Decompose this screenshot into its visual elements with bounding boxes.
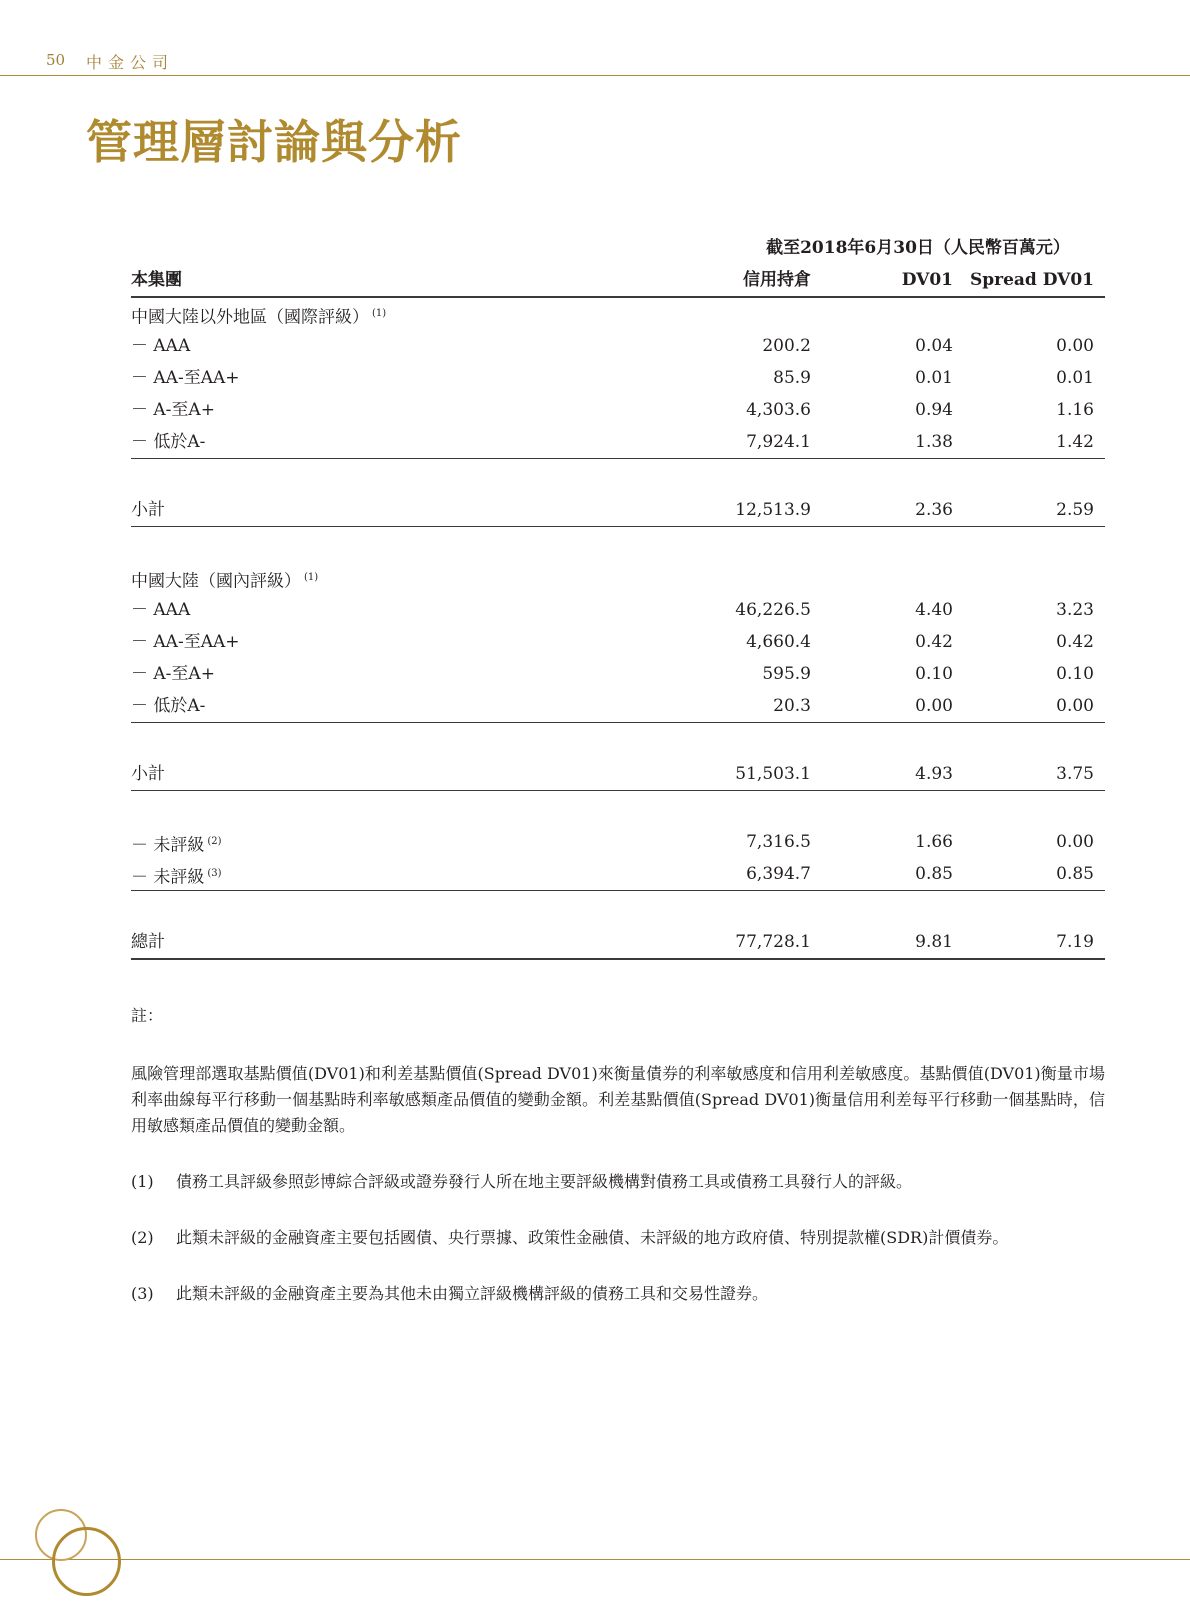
credit-value: 20.3	[773, 696, 811, 716]
row-label: － AAA	[131, 336, 191, 356]
table-row	[131, 426, 1105, 459]
dv01-value: 0.85	[915, 864, 953, 884]
spread-value: 0.42	[1056, 632, 1094, 652]
dv01-value: 0.42	[915, 632, 953, 652]
total-row	[131, 926, 1105, 960]
spacer	[131, 527, 1105, 562]
subtotal-row	[131, 758, 1105, 791]
table-row	[131, 362, 1105, 394]
page-number: 50	[46, 51, 66, 69]
dv01-value: 9.81	[915, 932, 953, 952]
table-row	[131, 394, 1105, 426]
spacer	[131, 723, 1105, 758]
table-row	[131, 858, 1105, 891]
credit-sensitivity-table	[131, 232, 1105, 960]
footnote-text: 此類未評級的金融資產主要為其他未由獨立評級機構評級的債務工具和交易性證券。	[176, 1284, 769, 1303]
credit-value: 7,316.5	[746, 832, 811, 852]
credit-value: 51,503.1	[735, 764, 811, 784]
section-heading	[131, 298, 1105, 330]
col-spread-header: Spread DV01	[969, 270, 1094, 290]
dv01-value: 1.66	[915, 832, 953, 852]
row-label: － AA-至AA+	[131, 632, 240, 652]
credit-value: 12,513.9	[735, 500, 811, 520]
row-label: － 低於A-	[131, 432, 206, 452]
company-name: 中金公司	[86, 53, 175, 72]
dv01-value: 0.00	[915, 696, 953, 716]
credit-value: 4,660.4	[746, 632, 811, 652]
table-row	[131, 626, 1105, 658]
spread-value: 0.00	[1056, 696, 1094, 716]
footnote-ref: (1)	[304, 572, 319, 583]
spacer	[131, 791, 1105, 826]
row-label: － A-至A+	[131, 400, 215, 420]
credit-value: 46,226.5	[735, 600, 811, 620]
row-label: － AA-至AA+	[131, 368, 240, 388]
footnote-text: 債務工具評級參照彭博綜合評級或證券發行人所在地主要評級機構對債務工具或債務工具發行人的評級。	[176, 1172, 913, 1191]
notes-body: 風險管理部選取基點價值(DV01)和利差基點價值(Spread DV01)來衡量債券的利率敏感度和信用利差敏感度。基點價值(DV01)衡量市場利率曲線每平行移動一個基點時利率敏感類產品價值的變動金額。利差基點價值(Spread DV01)衡量信用利差每平行移動一個基點時，信用敏感類產品價值的變動金額。	[131, 1064, 1105, 1135]
footnote	[131, 1281, 1105, 1307]
footnote-text: 此類未評級的金融資產主要包括國債、央行票據、政策性金融債、未評級的地方政府債、特別提款權(SDR)計價債券。	[176, 1228, 1009, 1247]
credit-value: 77,728.1	[735, 932, 811, 952]
table-row	[131, 330, 1105, 362]
spread-value: 0.85	[1056, 864, 1094, 884]
credit-value: 7,924.1	[746, 432, 811, 452]
page-title: 管理層討論與分析	[86, 115, 462, 169]
table-row	[131, 690, 1105, 723]
table-row	[131, 826, 1105, 858]
row-label: － 未評級	[131, 835, 205, 856]
dv01-value: 4.40	[915, 600, 953, 620]
footnote-ref: (1)	[372, 308, 387, 319]
credit-value: 6,394.7	[746, 864, 811, 884]
section-domestic-label: 中國大陸（國內評級）	[131, 571, 301, 592]
footnote	[131, 1169, 1105, 1195]
footnote-number: (3)	[131, 1284, 154, 1303]
credit-value: 595.9	[762, 664, 811, 684]
spread-value: 0.10	[1056, 664, 1094, 684]
spread-value: 7.19	[1056, 932, 1094, 952]
footnote-ref: (2)	[207, 836, 222, 847]
row-label: － 低於A-	[131, 696, 206, 716]
credit-value: 85.9	[773, 368, 811, 388]
dv01-value: 0.04	[915, 336, 953, 356]
section-heading	[131, 562, 1105, 594]
spread-value: 1.16	[1056, 400, 1094, 420]
row-label: 小計	[131, 764, 165, 784]
row-label: 小計	[131, 500, 165, 520]
dv01-value: 4.93	[915, 764, 953, 784]
row-label: 總計	[131, 932, 165, 952]
row-label: － 未評級	[131, 867, 205, 888]
dv01-value: 0.01	[915, 368, 953, 388]
credit-value: 200.2	[762, 336, 811, 356]
spread-value: 0.01	[1056, 368, 1094, 388]
table-header-row	[131, 264, 1105, 298]
notes-section	[131, 1003, 1105, 1337]
dv01-value: 1.38	[915, 432, 953, 452]
group-label: 本集團	[131, 270, 182, 290]
footnote	[131, 1225, 1105, 1251]
notes-heading: 註：	[131, 1006, 164, 1025]
spread-value: 1.42	[1056, 432, 1094, 452]
spacer	[131, 891, 1105, 926]
header-rule	[0, 75, 1190, 76]
spacer	[131, 459, 1105, 494]
footnote-ref: (3)	[207, 868, 222, 879]
decorative-ring	[52, 1527, 121, 1596]
footnote-number: (2)	[131, 1228, 154, 1247]
dv01-value: 2.36	[915, 500, 953, 520]
spread-value: 0.00	[1056, 336, 1094, 356]
table-period-row	[131, 232, 1105, 264]
section-intl-label: 中國大陸以外地區（國際評級）	[131, 307, 369, 328]
subtotal-row	[131, 494, 1105, 527]
spread-value: 3.75	[1056, 764, 1094, 784]
table-row	[131, 658, 1105, 690]
row-label: － A-至A+	[131, 664, 215, 684]
credit-value: 4,303.6	[746, 400, 811, 420]
spread-value: 3.23	[1056, 600, 1094, 620]
spread-value: 0.00	[1056, 832, 1094, 852]
col-credit-header: 信用持倉	[743, 270, 811, 290]
table-period: 截至2018年6月30日（人民幣百萬元）	[766, 238, 1070, 258]
spread-value: 2.59	[1056, 500, 1094, 520]
dv01-value: 0.10	[915, 664, 953, 684]
dv01-value: 0.94	[915, 400, 953, 420]
footer-rule	[0, 1559, 1190, 1560]
col-dv01-header: DV01	[901, 270, 953, 290]
footnote-number: (1)	[131, 1172, 154, 1191]
table-row	[131, 594, 1105, 626]
row-label: － AAA	[131, 600, 191, 620]
